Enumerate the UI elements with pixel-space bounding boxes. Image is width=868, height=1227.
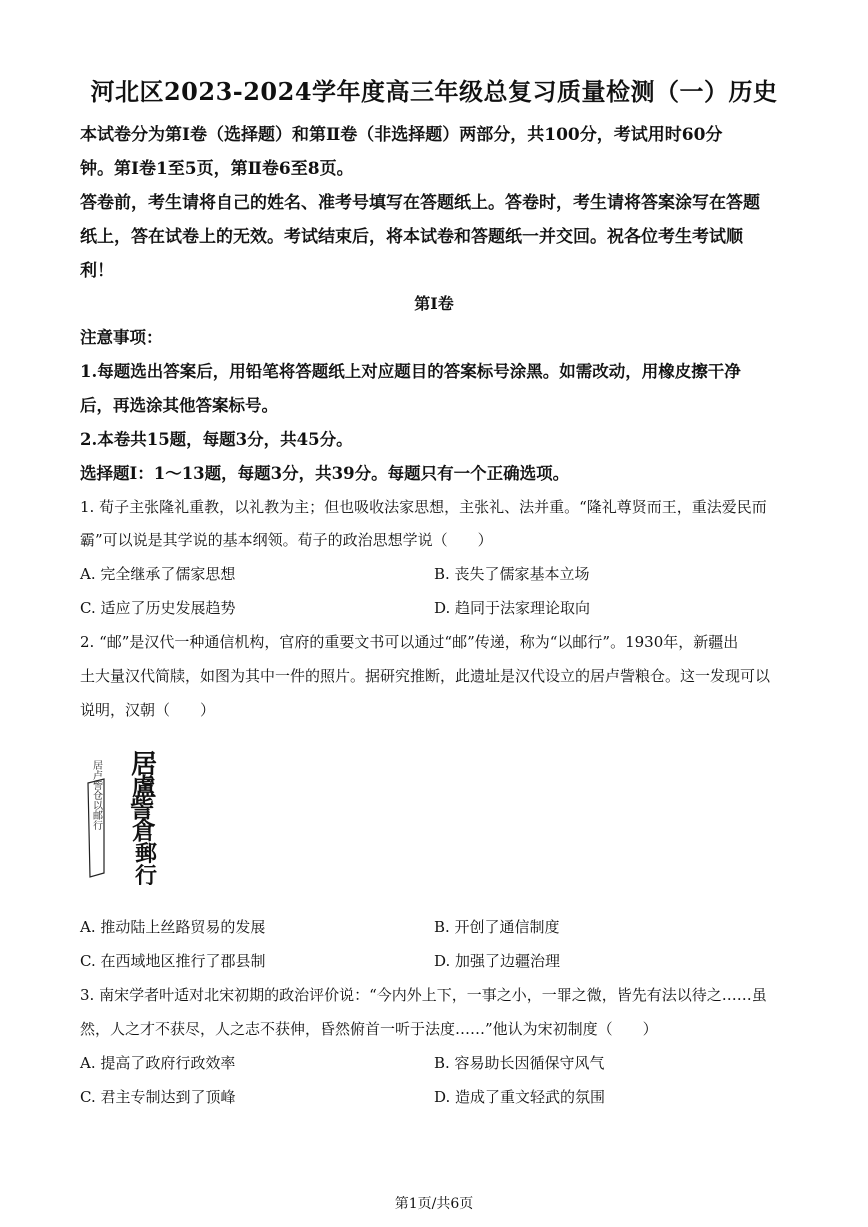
- slip-char: 居: [130, 750, 158, 780]
- question-3-text: 3. 南宋学者叶适对北宋初期的政治评价说：“今内外上下，一事之小，一罪之微，皆先有法以待之……虽: [80, 986, 767, 1004]
- question-1-option-c: C. 适应了历史发展趋势: [80, 599, 236, 617]
- question-1-option-b: B. 丧失了儒家基本立场: [434, 565, 590, 583]
- question-3-option-a: A. 提高了政府行政效率: [80, 1054, 236, 1072]
- notes-heading: 注意事项：: [80, 328, 163, 347]
- question-3-option-c: C. 君主专制达到了顶峰: [80, 1088, 236, 1106]
- question-2-option-d: D. 加强了边疆治理: [434, 952, 561, 970]
- page-number: 第1页/共6页: [394, 1196, 474, 1212]
- bamboo-slip-image: [82, 745, 182, 885]
- question-1-option-a: A. 完全继承了儒家思想: [80, 565, 236, 583]
- question-1-option-d: D. 趋同于法家理论取向: [434, 599, 591, 617]
- note-line: 2.本卷共15题，每题3分，共45分。: [80, 430, 353, 449]
- question-2-option-c: C. 在西域地区推行了郡县制: [80, 952, 266, 970]
- note-line: 后，再选涂其他答案标号。: [80, 396, 278, 415]
- slip-side-char: 居卢訾仓以邮行: [90, 760, 102, 830]
- question-3-text: 然，人之才不获尽，人之志不获伸，昏然俯首一听于法度……”他认为宋初制度（ ）: [80, 1020, 658, 1038]
- intro-line: 本试卷分为第Ⅰ卷（选择题）和第Ⅱ卷（非选择题）两部分，共100分，考试用时60分: [80, 125, 723, 145]
- question-1-text: 1. 荀子主张隆礼重教，以礼教为主；但也吸收法家思想，主张礼、法并重。“隆礼尊贤而王，重法爱民而: [80, 498, 767, 516]
- section-title: 第Ⅰ卷: [414, 294, 454, 313]
- intro-line: 钟。第Ⅰ卷1至5页，第Ⅱ卷6至8页。: [80, 159, 354, 179]
- slip-char: 倉: [132, 816, 156, 845]
- question-3-option-b: B. 容易助长因循保守风气: [434, 1054, 605, 1072]
- intro-line: 答卷前，考生请将自己的姓名、准考号填写在答题纸上。答卷时，考生请将答案涂写在答题: [80, 193, 760, 213]
- question-2-option-a: A. 推动陆上丝路贸易的发展: [80, 918, 266, 936]
- question-2-text: 说明，汉朝（ ）: [80, 701, 216, 719]
- question-2-text: 土大量汉代简牍，如图为其中一件的照片。据研究推断，此遗址是汉代设立的居卢訾粮仓。这一发现可以: [80, 667, 771, 685]
- intro-line: 纸上，答在试卷上的无效。考试结束后，将本试卷和答题纸一并交回。祝各位考生考试顺: [80, 227, 743, 247]
- han-bamboo-slip-figure: [82, 745, 182, 885]
- question-2-text: 2. “邮”是汉代一种通信机构，官府的重要文书可以通过“邮”传递，称为“以邮行”。1930年，新疆出: [80, 633, 739, 651]
- note-line: 选择题Ⅰ：1～13题，每题3分，共39分。每题只有一个正确选项。: [80, 464, 570, 483]
- slip-char: 訾: [130, 794, 154, 823]
- question-1-text: 霸”可以说是其学说的基本纲领。荀子的政治思想学说（ ）: [80, 531, 493, 549]
- note-line: 1.每题选出答案后，用铅笔将答题纸上对应题目的答案标号涂黑。如需改动，用橡皮擦干净: [80, 362, 741, 381]
- question-2-option-b: B. 开创了通信制度: [434, 918, 560, 936]
- intro-line: 利！: [80, 261, 114, 281]
- exam-title: 河北区2023-2024学年度高三年级总复习质量检测（一）历史: [90, 77, 778, 106]
- slip-char: 行: [134, 863, 158, 885]
- slip-char: 盧: [132, 772, 156, 801]
- slip-char: 郵: [134, 841, 158, 867]
- question-3-option-d: D. 造成了重文轻武的氛围: [434, 1088, 606, 1106]
